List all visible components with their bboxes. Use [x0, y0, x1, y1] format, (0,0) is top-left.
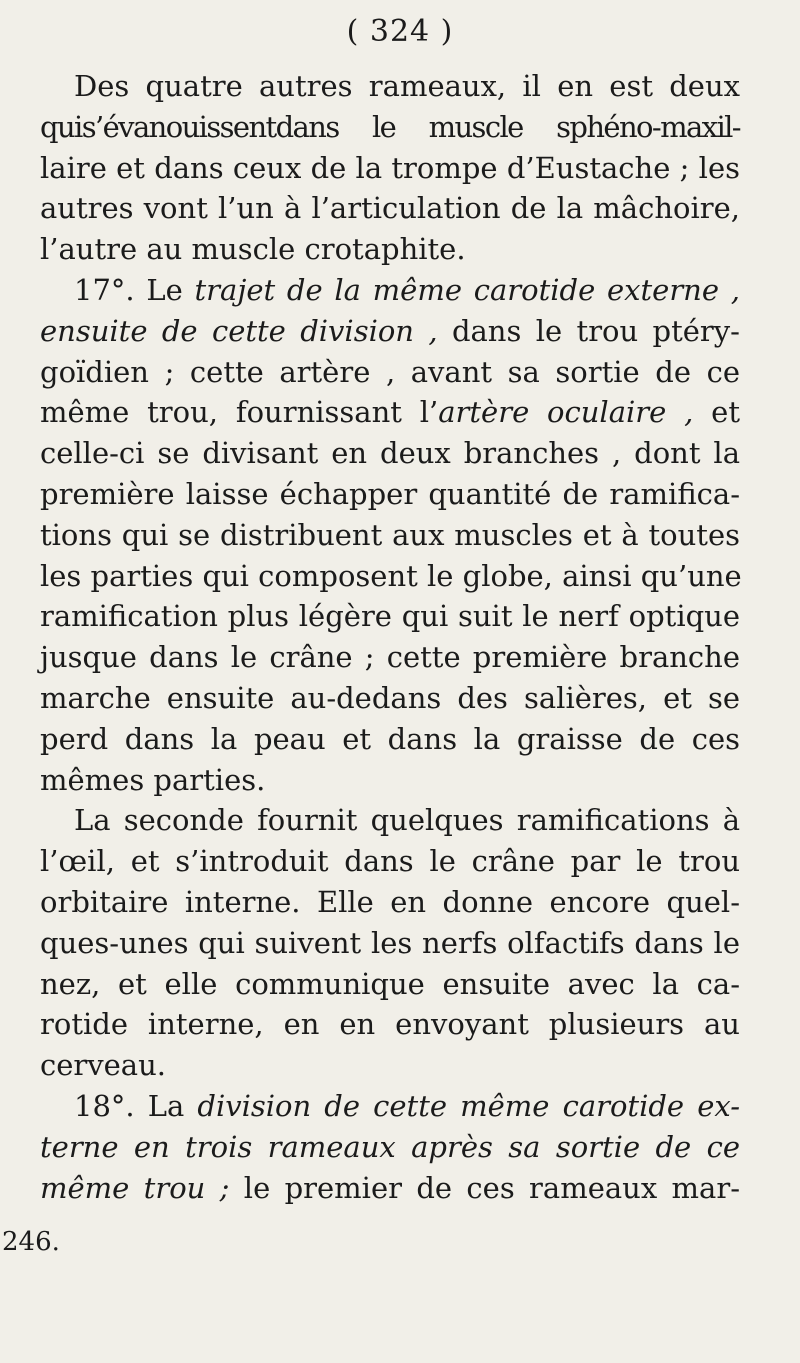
text-segment: et [693, 395, 740, 430]
text-segment: cerveau. [40, 1048, 166, 1083]
text-segment: goïdien ; cette artère , avant sa sortie de ce [40, 354, 740, 389]
text-line [40, 964, 740, 1005]
text-segment: orbitaire interne. Elle en donne encore quel- [40, 884, 740, 919]
italic-text-segment: même trou ; [40, 1170, 230, 1205]
text-segment: Des quatre autres rameaux, il en est deux [74, 69, 740, 103]
text-segment: perd dans la peau et dans la graisse de ces [40, 721, 740, 756]
text-segment: dans le trou ptéry- [437, 313, 740, 348]
text-segment: l’œil, et s’introduit dans le crâne par le trou [40, 844, 740, 879]
text-segment: première laisse échapper quantité de ramifica- [40, 476, 740, 511]
text-line [40, 229, 740, 270]
text-segment: nez, et elle communique ensuite avec la ca- [40, 966, 740, 1001]
body-text [40, 66, 740, 1208]
text-line [40, 66, 740, 107]
text-line [40, 148, 740, 189]
text-segment: le premier de ces rameaux mar- [229, 1170, 740, 1205]
text-line [40, 392, 740, 433]
italic-text-segment: terne en trois rameaux après sa sortie de ce [40, 1129, 740, 1164]
text-line [40, 1127, 740, 1168]
text-line [40, 1168, 740, 1209]
page-number-header: ( 324 ) [346, 14, 454, 49]
text-line [40, 474, 740, 515]
margin-page-note: 246. [2, 1227, 60, 1257]
text-segment: 17°. Le [74, 272, 195, 307]
text-line [40, 270, 740, 311]
text-line [40, 637, 740, 678]
text-line [40, 923, 740, 964]
text-segment: les parties qui composent le globe, ainsi qu’une [40, 558, 742, 593]
text-segment: rotide interne, en en envoyant plusieurs au [40, 1007, 740, 1042]
text-line [40, 1045, 740, 1086]
text-line [40, 719, 740, 760]
text-segment: tions qui se distribuent aux muscles et à toutes [40, 517, 740, 552]
text-line [40, 556, 740, 597]
text-segment: La seconde fournit quelques ramifications à [74, 803, 740, 838]
italic-text-segment: trajet de la même carotide externe , [194, 272, 740, 307]
text-segment: ques-unes qui suivent les nerfs olfactifs dans le [40, 925, 740, 960]
text-line [40, 1004, 740, 1045]
text-segment: quis’évanouissentdans le muscle sphéno-maxil- [40, 109, 740, 144]
text-line [40, 107, 740, 148]
text-segment: ramification plus légère qui suit le nerf optique [40, 599, 740, 634]
text-line [40, 433, 740, 474]
text-line [40, 841, 740, 882]
italic-text-segment: ensuite de cette division , [40, 313, 438, 348]
text-line [40, 352, 740, 393]
italic-text-segment: division de cette même carotide ex- [197, 1088, 741, 1123]
text-line [40, 311, 740, 352]
italic-text-segment: artère oculaire , [438, 395, 694, 430]
text-segment: 18°. La [74, 1088, 198, 1123]
text-line [40, 678, 740, 719]
text-segment: mêmes parties. [40, 762, 266, 797]
text-segment: celle-ci se divisant en deux branches , dont la [40, 436, 740, 471]
text-segment: autres vont l’un à l’articulation de la mâchoire, [40, 191, 740, 226]
text-segment: même trou, fournissant l’ [40, 395, 439, 430]
text-segment: jusque dans le crâne ; cette première branche [40, 640, 740, 675]
text-segment: laire et dans ceux de la trompe d’Eustache ; les [40, 150, 740, 185]
text-line [40, 596, 740, 637]
text-line [40, 800, 740, 841]
text-segment: marche ensuite au-dedans des salières, et se [40, 680, 740, 715]
text-line [40, 188, 740, 229]
text-segment: l’autre au muscle crotaphite. [40, 232, 466, 267]
text-line [40, 1086, 740, 1127]
text-line [40, 882, 740, 923]
text-line [40, 515, 740, 556]
text-line [40, 760, 740, 801]
